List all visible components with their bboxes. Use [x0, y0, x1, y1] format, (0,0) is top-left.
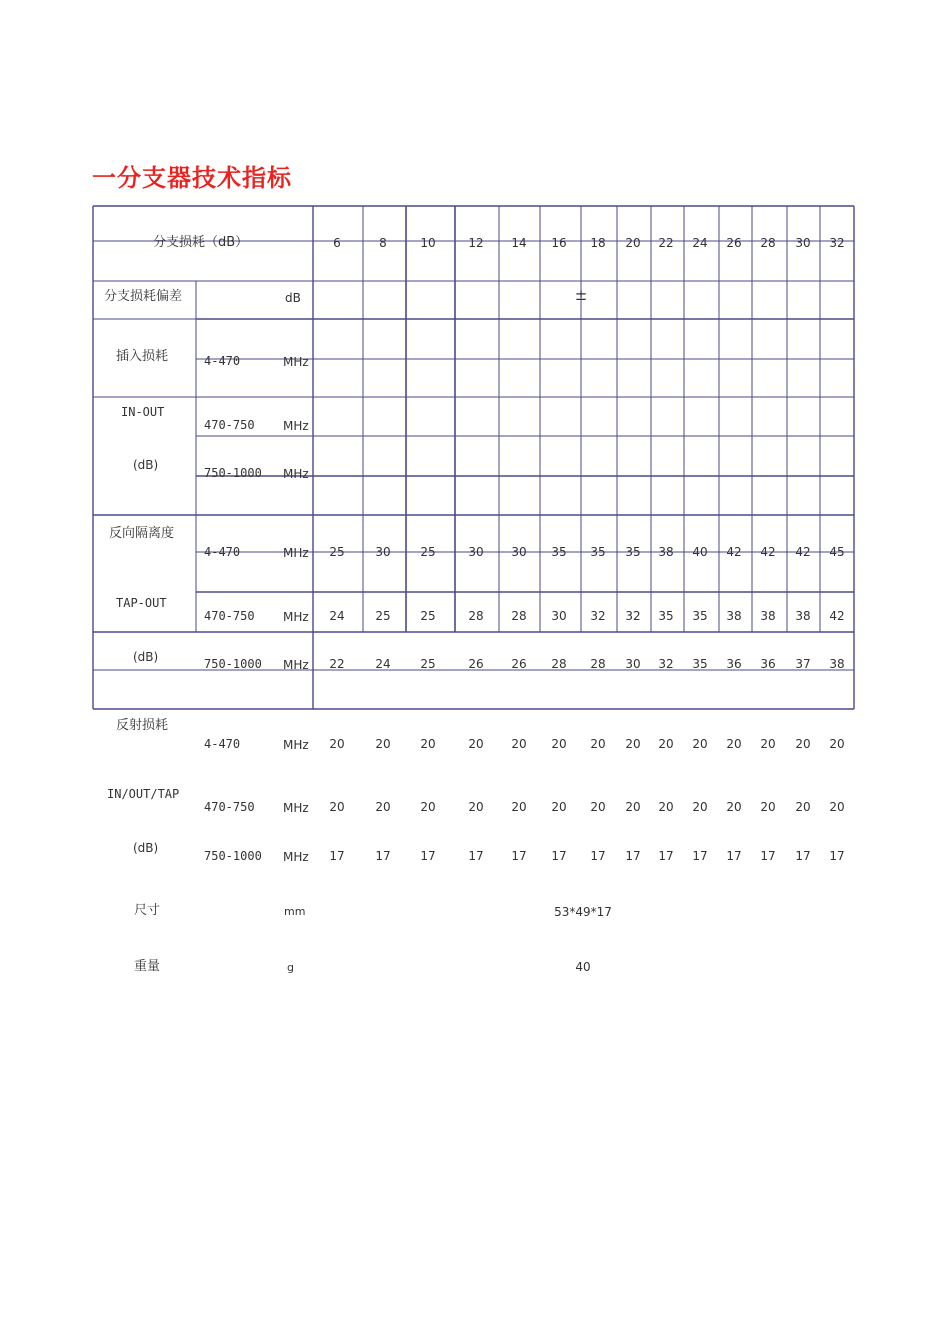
isolation-value: 28	[511, 609, 527, 623]
reflection-value: 20	[375, 737, 391, 751]
isolation-value: 38	[760, 609, 776, 623]
header-label: 分支损耗（dB）	[153, 235, 249, 250]
reflection-value: 20	[468, 737, 484, 751]
deviation-label: 分支损耗偏差	[104, 289, 183, 304]
isolation-value: 22	[329, 657, 345, 671]
size-unit: mm	[284, 905, 306, 918]
reflection-value: 17	[375, 849, 391, 863]
reflection-value: 20	[329, 800, 345, 814]
reflection-value: 20	[726, 737, 742, 751]
isolation-band-range: 470-750	[204, 609, 255, 623]
isolation-label-port: TAP-OUT	[116, 596, 167, 610]
isolation-band-unit: MHz	[283, 546, 309, 560]
reflection-value: 17	[511, 849, 527, 863]
reflection-value: 20	[329, 737, 345, 751]
reflection-band-unit: MHz	[283, 850, 309, 864]
isolation-value: 35	[658, 609, 674, 623]
isolation-band-unit: MHz	[283, 658, 309, 672]
isolation-label-unit: (dB)	[133, 650, 159, 664]
isolation-value: 25	[375, 609, 391, 623]
isolation-value: 38	[726, 609, 742, 623]
reflection-value: 20	[420, 800, 436, 814]
reflection-value: 20	[375, 800, 391, 814]
insertion-band-range: 470-750	[204, 418, 255, 432]
insertion-band-range: 750-1000	[204, 466, 262, 480]
weight-unit: g	[287, 961, 294, 974]
isolation-value: 32	[625, 609, 641, 623]
reflection-value: 17	[590, 849, 606, 863]
header-value: 30	[795, 236, 811, 250]
insertion-band-unit: MHz	[283, 355, 309, 369]
reflection-value: 17	[829, 849, 845, 863]
isolation-value: 36	[760, 657, 776, 671]
isolation-value: 42	[726, 545, 742, 559]
reflection-band-range: 750-1000	[204, 849, 262, 863]
insertion-band-unit: MHz	[283, 467, 309, 481]
reflection-value: 17	[760, 849, 776, 863]
weight-value: 40	[575, 960, 591, 974]
size-label: 尺寸	[134, 903, 161, 918]
reflection-value: 17	[658, 849, 674, 863]
reflection-value: 20	[551, 737, 567, 751]
reflection-value: 20	[625, 800, 641, 814]
reflection-value: 17	[329, 849, 345, 863]
isolation-value: 35	[692, 609, 708, 623]
reflection-value: 20	[760, 800, 776, 814]
weight-label: 重量	[134, 959, 161, 974]
reflection-value: 17	[551, 849, 567, 863]
isolation-value: 25	[420, 609, 436, 623]
header-value: 8	[379, 236, 387, 250]
isolation-label: 反向隔离度	[109, 526, 175, 541]
header-value: 14	[511, 236, 527, 250]
reflection-value: 17	[420, 849, 436, 863]
isolation-band-unit: MHz	[283, 610, 309, 624]
isolation-value: 24	[375, 657, 391, 671]
isolation-value: 24	[329, 609, 345, 623]
reflection-value: 17	[625, 849, 641, 863]
isolation-value: 28	[551, 657, 567, 671]
isolation-value: 38	[658, 545, 674, 559]
reflection-value: 20	[590, 800, 606, 814]
reflection-value: 20	[726, 800, 742, 814]
insertion-label-unit: (dB)	[133, 458, 159, 472]
isolation-value: 38	[829, 657, 845, 671]
reflection-value: 20	[625, 737, 641, 751]
isolation-value: 35	[551, 545, 567, 559]
isolation-value: 37	[795, 657, 811, 671]
isolation-value: 26	[468, 657, 484, 671]
reflection-value: 20	[692, 737, 708, 751]
isolation-band-range: 4-470	[204, 545, 241, 559]
reflection-band-unit: MHz	[283, 801, 309, 815]
isolation-band-range: 750-1000	[204, 657, 262, 671]
deviation-unit: dB	[285, 291, 301, 305]
isolation-value: 38	[795, 609, 811, 623]
header-value: 28	[760, 236, 776, 250]
header-value: 26	[726, 236, 742, 250]
isolation-value: 30	[375, 545, 391, 559]
isolation-value: 25	[329, 545, 345, 559]
isolation-value: 32	[658, 657, 674, 671]
reflection-value: 20	[658, 737, 674, 751]
reflection-value: 20	[692, 800, 708, 814]
header-value: 24	[692, 236, 708, 250]
isolation-value: 42	[795, 545, 811, 559]
reflection-value: 17	[468, 849, 484, 863]
reflection-value: 20	[760, 737, 776, 751]
reflection-value: 20	[468, 800, 484, 814]
header-value: 10	[420, 236, 436, 250]
isolation-value: 26	[511, 657, 527, 671]
header-value: 18	[590, 236, 606, 250]
isolation-value: 30	[625, 657, 641, 671]
header-value: 20	[625, 236, 641, 250]
header-value: 12	[468, 236, 484, 250]
reflection-band-range: 4-470	[204, 737, 241, 751]
reflection-value: 20	[658, 800, 674, 814]
reflection-value: 17	[692, 849, 708, 863]
isolation-value: 30	[468, 545, 484, 559]
isolation-value: 28	[590, 657, 606, 671]
isolation-value: 35	[625, 545, 641, 559]
deviation-value: ±	[574, 286, 588, 304]
reflection-band-unit: MHz	[283, 738, 309, 752]
reflection-value: 20	[511, 737, 527, 751]
reflection-value: 20	[829, 737, 845, 751]
isolation-value: 40	[692, 545, 708, 559]
reflection-value: 20	[590, 737, 606, 751]
insertion-label: 插入损耗	[116, 349, 169, 364]
reflection-value: 20	[511, 800, 527, 814]
reflection-value: 20	[795, 737, 811, 751]
isolation-value: 28	[468, 609, 484, 623]
reflection-value: 20	[795, 800, 811, 814]
reflection-band-range: 470-750	[204, 800, 255, 814]
reflection-value: 20	[829, 800, 845, 814]
isolation-value: 25	[420, 657, 436, 671]
reflection-value: 20	[420, 737, 436, 751]
insertion-band-range: 4-470	[204, 354, 241, 368]
isolation-value: 45	[829, 545, 845, 559]
insertion-label-port: IN-OUT	[121, 405, 165, 419]
reflection-value: 17	[795, 849, 811, 863]
header-value: 6	[333, 236, 341, 250]
isolation-value: 35	[692, 657, 708, 671]
reflection-value: 17	[726, 849, 742, 863]
header-value: 32	[829, 236, 845, 250]
isolation-value: 32	[590, 609, 606, 623]
reflection-label-unit: (dB)	[133, 841, 159, 855]
reflection-label-port: IN/OUT/TAP	[107, 787, 180, 801]
isolation-value: 30	[551, 609, 567, 623]
reflection-label: 反射损耗	[116, 718, 169, 733]
header-value: 16	[551, 236, 567, 250]
isolation-value: 42	[829, 609, 845, 623]
insertion-band-unit: MHz	[283, 419, 309, 433]
size-value: 53*49*17	[554, 905, 612, 919]
isolation-value: 36	[726, 657, 742, 671]
page-title: 一分支器技术指标	[92, 164, 292, 192]
isolation-value: 42	[760, 545, 776, 559]
header-value: 22	[658, 236, 674, 250]
reflection-value: 20	[551, 800, 567, 814]
isolation-value: 25	[420, 545, 436, 559]
isolation-value: 35	[590, 545, 606, 559]
isolation-value: 30	[511, 545, 527, 559]
